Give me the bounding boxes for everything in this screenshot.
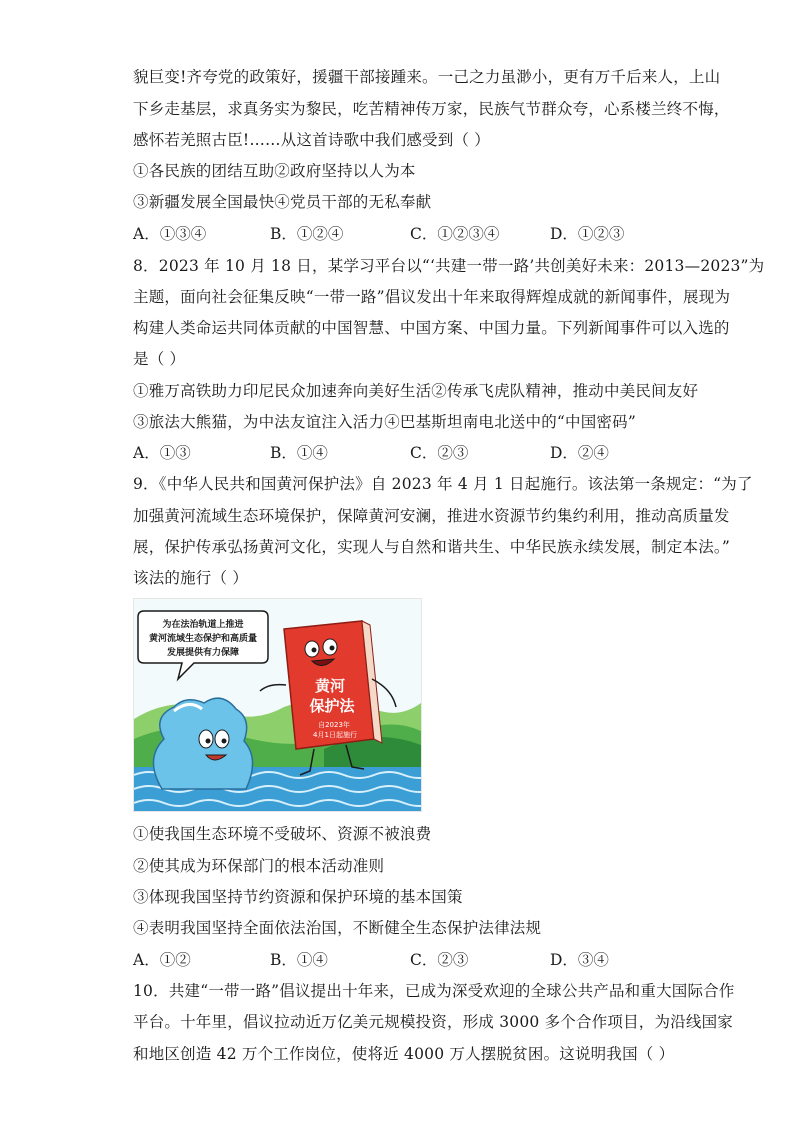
q8-statement-2: ③旅法大熊猫，为中法友谊注入活力④巴基斯坦南电北送中的“中国密码” xyxy=(133,413,636,431)
q10-line-3: 和地区创造 42 万个工作岗位，使将近 4000 万人摆脱贫困。这说明我国（ ） xyxy=(133,1045,675,1063)
q8-option-c: C．②③ xyxy=(410,444,469,462)
q7-statement-2: ③新疆发展全国最快④党员干部的无私奉献 xyxy=(133,193,432,211)
q7-option-c: C．①②③④ xyxy=(410,225,500,243)
q8-option-a: A．①③ xyxy=(133,444,191,462)
q9-statement-3: ③体现我国坚持节约资源和保护环境的基本国策 xyxy=(133,888,463,906)
q7-option-d: D．①②③ xyxy=(550,225,625,243)
q7-line-3: 感怀若羌照古臣!……从这首诗歌中我们感受到（ ） xyxy=(133,131,490,149)
q9-line-3: 展，保护传承弘扬黄河文化，实现人与自然和谐共生、中华民族永续发展，制定本法。” xyxy=(133,538,730,556)
q9-line-1: 9．《中华人民共和国黄河保护法》自 2023 年 4 月 1 日起施行。该法第一条规定：“为了 xyxy=(133,475,753,493)
speech-line-3: 发展提供有力保障 xyxy=(166,648,240,658)
q7-line-1: 貌巨变!齐夸党的政策好，援疆干部接踵来。一己之力虽渺小，更有万千后来人，上山 xyxy=(133,68,721,86)
q8-line-4: 是（ ） xyxy=(133,350,186,368)
q9-statement-1: ①使我国生态环境不受破坏、资源不被浪费 xyxy=(133,825,432,843)
yellow-river-law-cartoon xyxy=(133,598,422,812)
q8-line-2: 主题，面向社会征集反映“一带一路”倡议发出十年来取得辉煌成就的新闻事件，展现为 xyxy=(133,288,731,306)
q8-option-d: D．②④ xyxy=(550,444,609,462)
q8-statement-1: ①雅万高铁助力印尼民众加速奔向美好生活②传承飞虎队精神，推动中美民间友好 xyxy=(133,382,699,400)
q9-statement-2: ②使其成为环保部门的根本活动准则 xyxy=(133,857,385,875)
book-date-1: 自2023年 xyxy=(318,721,350,729)
q9-option-d: D．③④ xyxy=(550,951,609,969)
q9-option-c: C．②③ xyxy=(410,951,469,969)
q7-option-a: A．①③④ xyxy=(133,225,207,243)
q8-line-1: 8．2023 年 10 月 18 日，某学习平台以“‘共建一带一路’共创美好未来：2013—2023”为 xyxy=(133,257,765,275)
book-date-2: 4月1日起施行 xyxy=(313,731,357,739)
q7-line-2: 下乡走基层，求真务实为黎民，吃苦精神传万家，民族气节群众夸，心系楼兰终不悔， xyxy=(133,100,730,118)
q10-line-1: 10．共建“一带一路”倡议提出十年来，已成为深受欢迎的全球公共产品和重大国际合作 xyxy=(133,982,735,1000)
q7-option-b: B．①②④ xyxy=(270,225,344,243)
q9-line-2: 加强黄河流域生态环境保护，保障黄河安澜，推进水资源节约集约利用，推动高质量发 xyxy=(133,507,730,525)
q10-line-2: 平台。十年里，倡议拉动近万亿美元规模投资，形成 3000 多个合作项目，为沿线国家 xyxy=(133,1013,734,1031)
speech-line-2: 黄河流域生态保护和高质量 xyxy=(148,634,258,644)
q8-option-b: B．①④ xyxy=(270,444,328,462)
q9-option-a: A．①② xyxy=(133,951,191,969)
q9-option-b: B．①④ xyxy=(270,951,328,969)
q9-line-4: 该法的施行（ ） xyxy=(133,569,249,587)
book-title-2: 保护法 xyxy=(309,697,355,715)
q9-statement-4: ④表明我国坚持全面依法治国，不断健全生态保护法律法规 xyxy=(133,919,542,937)
q8-line-3: 构建人类命运共同体贡献的中国智慧、中国方案、中国力量。下列新闻事件可以入选的 xyxy=(133,319,730,337)
q7-statement-1: ①各民族的团结互助②政府坚持以人为本 xyxy=(133,162,416,180)
book-title-1: 黄河 xyxy=(314,677,346,695)
speech-line-1: 为在法治轨道上推进 xyxy=(162,620,244,630)
